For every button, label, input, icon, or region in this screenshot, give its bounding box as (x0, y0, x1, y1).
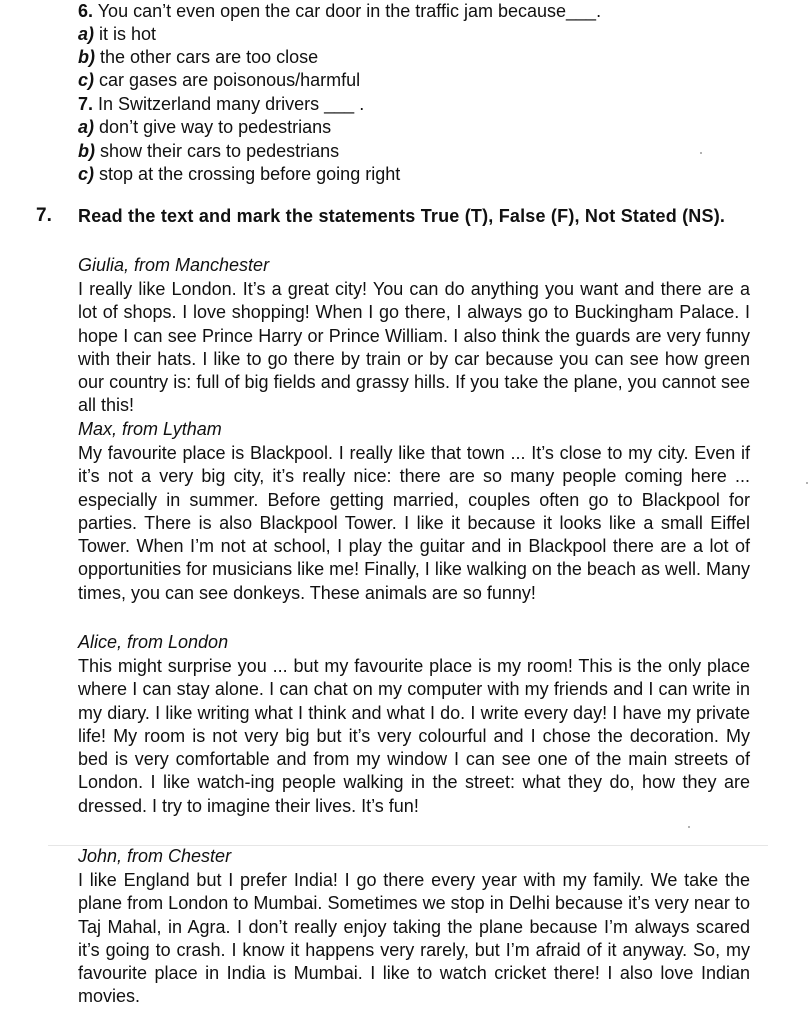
option-text: stop at the crossing before going right (99, 164, 401, 184)
option-letter: b) (78, 47, 95, 67)
speaker-name: Alice, from London (78, 632, 229, 652)
reading-paragraph: I like England but I prefer India! I go there every year with my family. We take the plane from London to Mumbai. Sometimes we stop in Delhi because it’s very near to Taj Mahal, in Agra. I don’t really enjoy taking the plane because I’m always scared it’s going to crash. I know it happens very rarely, but I’m afraid of it anyway. So, my favourite place in India is Mumbai. I like to watch cricket there! I also love Indian movies. (78, 870, 750, 1007)
answer-blank: ___ (324, 94, 355, 114)
question-text: In Switzerland many drivers (98, 94, 320, 114)
question-7-option-c (78, 163, 400, 186)
option-text: car gases are poisonous/harmful (99, 70, 361, 90)
question-number: 7. (78, 94, 94, 114)
option-text: show their cars to pedestrians (100, 141, 340, 161)
option-text: don’t give way to pedestrians (99, 117, 332, 137)
scan-speck (700, 152, 702, 154)
question-number: 6. (78, 1, 94, 21)
question-6-stem (78, 0, 601, 23)
question-end: . (596, 1, 602, 21)
section-instruction: Read the text and mark the statements True (T), False (F), Not Stated (NS). (78, 206, 726, 226)
question-6-option-b (78, 46, 318, 69)
option-letter: a) (78, 117, 95, 137)
reading-paragraph: My favourite place is Blackpool. I really like that town ... It’s close to my city. Even if it’s not a very big city, it’s really nice: there are so many people coming here ... especially in summer. Before getting married, couples often go to Blackpool for parties. There is also Blackpool Tower. I like it because it looks like a small Eiffel Tower. When I’m not at school, I play the guitar and in Blackpool there are a lot of opportunities for musicians like me! Finally, I like walking on the beach as well. Many times, you can see donkeys. These animals are so funny! (78, 443, 750, 603)
option-letter: c) (78, 70, 95, 90)
speaker-name: John, from Chester (78, 846, 232, 866)
option-text: the other cars are too close (100, 47, 319, 67)
option-letter: c) (78, 164, 95, 184)
reading-paragraph: This might surprise you ... but my favourite place is my room! This is the only place where I can stay alone. I can chat on my computer with my friends and I can write in my diary. I like writing what I think and what I do. I write every day! I have my private life! My room is not very big but it’s very colourful and I chose the decoration. My bed is very comfortable and from my window I can see one of the main streets of London. I like watch-ing people walking in the street: what they do, how they are dressed. I try to imagine their lives. It’s fun! (78, 656, 750, 816)
scan-speck (688, 826, 690, 828)
question-end: . (359, 94, 365, 114)
question-7-option-b (78, 140, 339, 163)
answer-blank: ___ (566, 1, 597, 21)
option-text: it is hot (99, 24, 157, 44)
scan-speck (806, 482, 808, 484)
question-7-option-a (78, 116, 331, 139)
speaker-name: Max, from Lytham (78, 419, 222, 439)
speaker-name: Giulia, from Manchester (78, 255, 270, 275)
question-text: You can’t even open the car door in the traffic jam because (97, 1, 567, 21)
question-6-option-c (78, 69, 360, 92)
section-number: 7. (36, 205, 52, 226)
reading-paragraph: I really like London. It’s a great city! You can do anything you want and there are a lot of shops. I love shopping! When I go there, I always go to Buckingham Palace. I hope I can see Prince Harry or Prince William. I also think the guards are very funny with their hats. I like to go there by train or by car because you can see how green our country is: full of big fields and grassy hills. If you take the plane, you cannot see all this! (78, 279, 750, 416)
option-letter: b) (78, 141, 95, 161)
question-7-stem (78, 93, 364, 116)
question-6-option-a (78, 23, 156, 46)
option-letter: a) (78, 24, 95, 44)
